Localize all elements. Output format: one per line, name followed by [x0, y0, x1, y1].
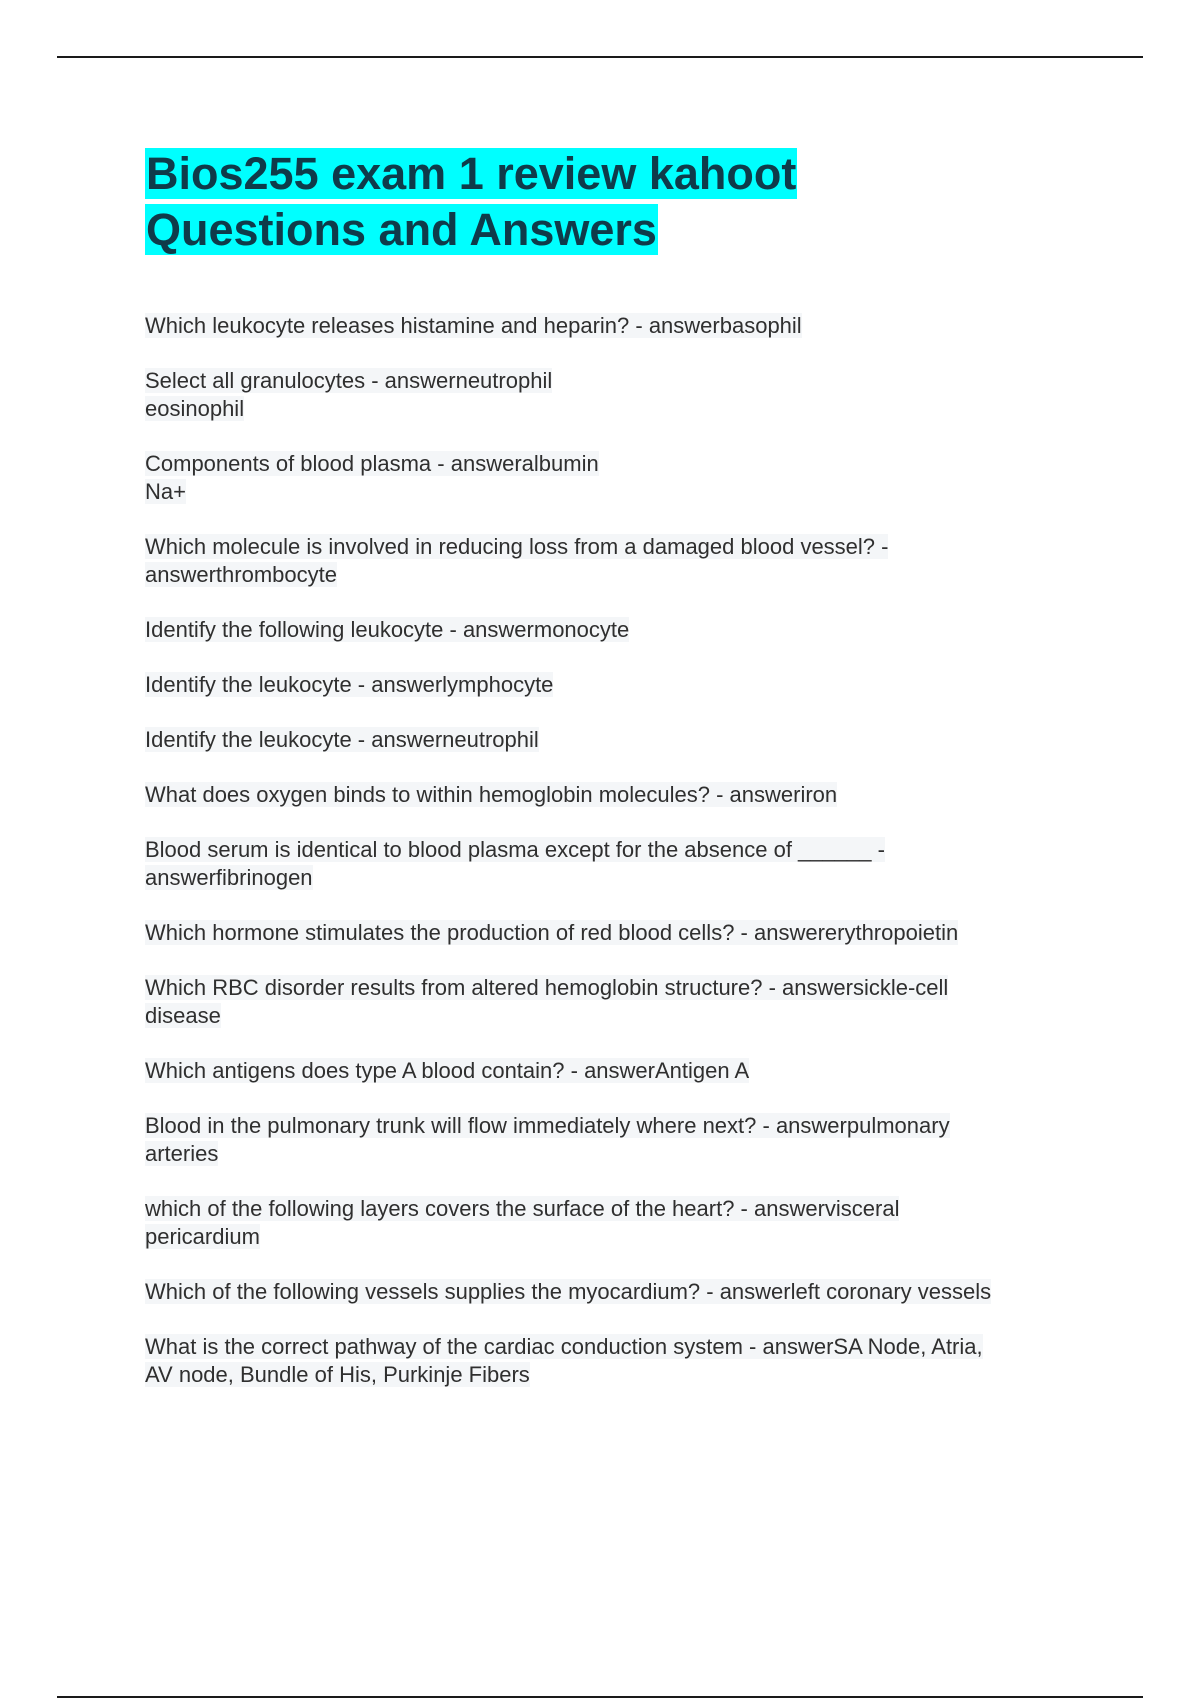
qa-text: Identify the following leukocyte - answermonocyte [145, 617, 630, 642]
qa-text: Identify the leukocyte - answerlymphocyte [145, 672, 554, 697]
qa-text: Which hormone stimulates the production of red blood cells? - answererythropoietin [145, 920, 959, 945]
qa-item [145, 450, 1085, 506]
qa-text: Components of blood plasma - answeralbumin Na+ [145, 451, 599, 504]
qa-text: Select all granulocytes - answerneutrophil eosinophil [145, 368, 553, 421]
qa-item [145, 312, 1085, 340]
qa-item [145, 1195, 1085, 1251]
document-body [145, 146, 1085, 1416]
qa-text: What is the correct pathway of the cardiac conduction system - answerSA Node, Atria, AV node, Bundle of His, Purkinje Fibers [145, 1334, 983, 1387]
page-bottom-rule [57, 1696, 1143, 1698]
qa-item [145, 1112, 1085, 1168]
qa-text: Identify the leukocyte - answerneutrophil [145, 727, 539, 752]
qa-item [145, 671, 1085, 699]
qa-item [145, 1333, 1085, 1389]
qa-item [145, 836, 1085, 892]
qa-item [145, 616, 1085, 644]
page-top-rule [57, 56, 1143, 58]
qa-text: Which RBC disorder results from altered hemoglobin structure? - answersickle-cell disease [145, 975, 949, 1028]
qa-item [145, 1057, 1085, 1085]
qa-item [145, 367, 1085, 423]
title-line-2: Questions and Answers [146, 204, 657, 255]
qa-text: Blood serum is identical to blood plasma except for the absence of ______ - answerfibrinogen [145, 837, 885, 890]
qa-text: Which antigens does type A blood contain? - answerAntigen A [145, 1058, 750, 1083]
qa-text: which of the following layers covers the surface of the heart? - answervisceral pericardium [145, 1196, 900, 1249]
qa-item [145, 781, 1085, 809]
qa-item [145, 919, 1085, 947]
qa-item [145, 533, 1085, 589]
qa-text: Blood in the pulmonary trunk will flow immediately where next? - answerpulmonary arteries [145, 1113, 950, 1166]
title-line-1: Bios255 exam 1 review kahoot [146, 148, 797, 199]
qa-text: Which leukocyte releases histamine and heparin? - answerbasophil [145, 313, 802, 338]
qa-list [145, 312, 1085, 1389]
qa-text: Which molecule is involved in reducing loss from a damaged blood vessel? - answerthrombocyte [145, 534, 889, 587]
qa-item [145, 1278, 1085, 1306]
qa-item [145, 974, 1085, 1030]
qa-text: Which of the following vessels supplies the myocardium? - answerleft coronary vessels [145, 1279, 992, 1304]
qa-text: What does oxygen binds to within hemoglobin molecules? - answeriron [145, 782, 838, 807]
qa-item [145, 726, 1085, 754]
document-title [145, 146, 1085, 258]
